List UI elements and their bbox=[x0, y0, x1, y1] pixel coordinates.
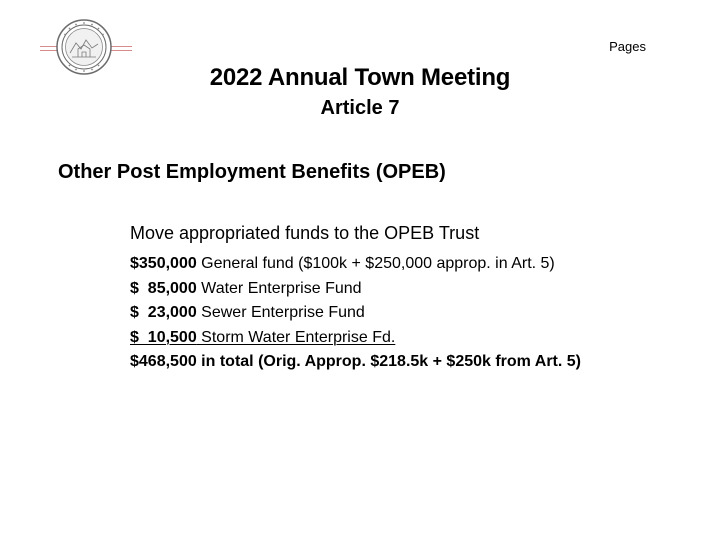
section-heading: Other Post Employment Benefits (OPEB) bbox=[58, 161, 446, 183]
fund-amount: $350,000 bbox=[130, 255, 197, 272]
fund-total: $468,500 in total (Orig. Approp. $218.5k + $250k from Art. 5) bbox=[130, 353, 581, 370]
fund-item-water bbox=[130, 277, 581, 302]
intro-text: Move appropriated funds to the OPEB Trust bbox=[130, 223, 480, 243]
fund-item-storm-water bbox=[130, 326, 581, 351]
fund-description: Water Enterprise Fund bbox=[196, 279, 362, 297]
article-subtitle: Article 7 bbox=[320, 97, 400, 119]
fund-list bbox=[130, 252, 581, 375]
fund-description: General fund ($100k + $250,000 approp. in Art. 5) bbox=[196, 255, 555, 272]
fund-description: Storm Water Enterprise Fd. bbox=[196, 328, 396, 346]
fund-amount: $ 10,500 bbox=[130, 328, 197, 346]
fund-item-sewer bbox=[130, 301, 581, 326]
fund-amount: $ 23,000 bbox=[130, 304, 197, 321]
page-title: 2022 Annual Town Meeting bbox=[209, 64, 511, 91]
fund-item-general bbox=[130, 252, 581, 277]
fund-description: Sewer Enterprise Fund bbox=[196, 304, 365, 321]
fund-amount: $ 85,000 bbox=[130, 279, 197, 297]
pages-label: Pages bbox=[609, 39, 646, 54]
